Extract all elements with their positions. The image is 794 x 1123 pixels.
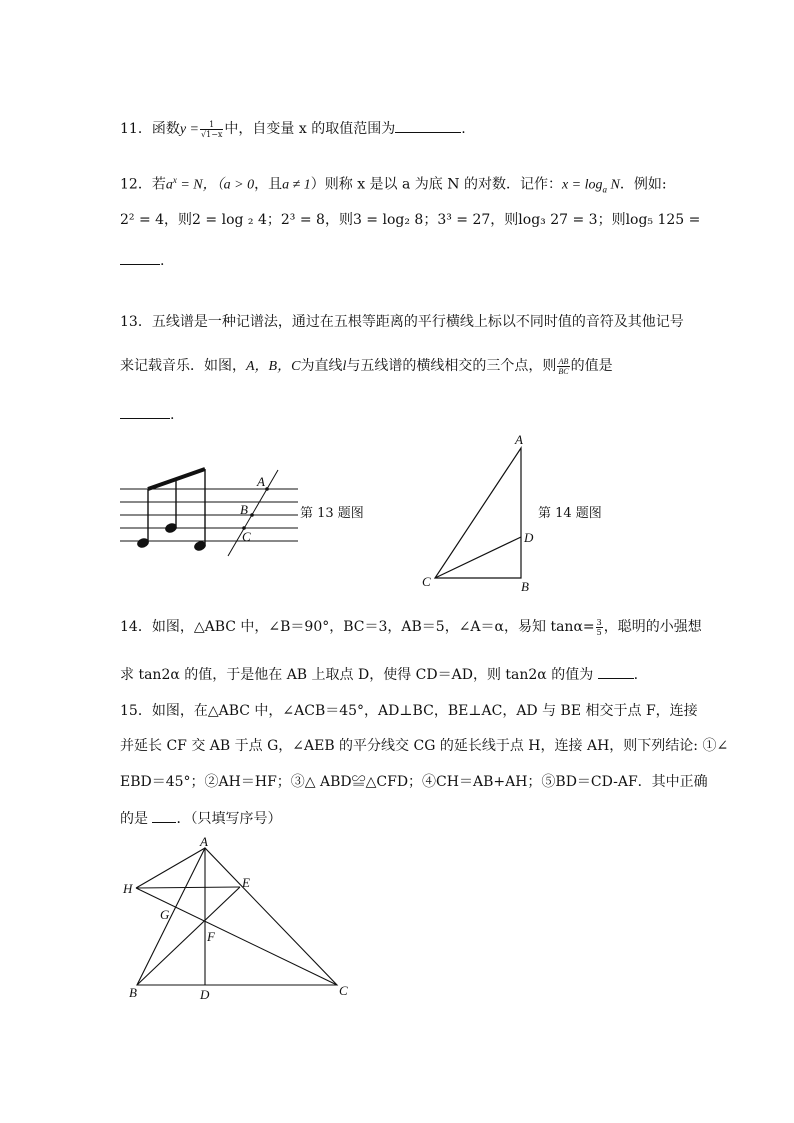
q11-fraction: $\frac{1}{√1-x}$ xyxy=(201,119,223,139)
question-13-line2: 来记载音乐．如图，A，B，C为直线l与五线谱的横线相交的三个点，则 $\frac{AB}{BC}$ 的值是 xyxy=(120,356,613,376)
q15-answer-blank[interactable] xyxy=(152,808,176,823)
question-12-line3: . xyxy=(120,250,164,271)
label-A: A xyxy=(200,835,208,849)
figure-15-triangle xyxy=(115,835,365,1005)
point-A-dot xyxy=(265,487,269,491)
label-A: A xyxy=(257,474,265,489)
q14-answer-blank[interactable] xyxy=(598,664,634,679)
line-l xyxy=(228,470,278,556)
question-13-line3: . xyxy=(120,404,174,425)
label-E: E xyxy=(242,875,250,890)
label-B: B xyxy=(521,579,529,594)
label-B: B xyxy=(129,985,137,1000)
segment-HE xyxy=(136,887,240,888)
question-14-line1: 14．如图，△ABC 中，∠B＝90°，BC＝3，AB＝5，∠A＝α，易知 tanα= $\frac{3}{5}$ ，聪明的小强想 xyxy=(120,617,702,637)
label-A: A xyxy=(515,432,523,447)
q11-number: 11． xyxy=(120,121,152,137)
figure-13-staff xyxy=(110,460,380,560)
label-C: C xyxy=(339,983,348,998)
question-15-line2: 并延长 CF 交 AB 于点 G，∠AEB 的平分线交 CG 的延长线于点 H，连接 AH，则下列结论: ①∠ xyxy=(120,738,729,754)
segment-HC xyxy=(136,888,337,985)
label-G: G xyxy=(160,907,170,922)
question-15-line4: 的是 ．（只填写序号） xyxy=(120,808,281,829)
figure-13-caption: 第 13 题图 xyxy=(300,506,364,521)
label-D: D xyxy=(524,530,534,545)
question-13-line1: 13．五线谱是一种记谱法，通过在五根等距离的平行横线上标以不同时值的音符及其他记号 xyxy=(120,314,684,330)
q11-after: 中，自变量 x 的取值范围为 xyxy=(224,121,396,137)
q11-before: 函数 xyxy=(151,121,180,137)
q13-fraction: $\frac{AB}{BC}$ xyxy=(558,356,569,376)
label-C: C xyxy=(242,529,251,544)
triangle-ABC xyxy=(435,448,521,578)
q11-answer-blank[interactable] xyxy=(395,118,461,133)
q11-y: y = xyxy=(179,122,199,137)
point-B-dot xyxy=(250,513,254,517)
q14-fraction: $\frac{3}{5}$ xyxy=(596,617,602,637)
question-14-line2: 求 tan2α 的值，于是他在 AB 上取点 D，使得 CD＝AD，则 tan2α 的值为 . xyxy=(120,664,638,685)
question-15-line3: EBD＝45°；②AH＝HF；③△ ABD≌△CFD；④CH＝AB+AH；⑤BD＝CD-AF．其中正确 xyxy=(120,774,708,790)
q13-answer-blank[interactable] xyxy=(120,404,170,419)
question-11: 11．函数y = $\frac{1}{√1-x}$ 中，自变量 x 的取值范围为 . xyxy=(120,119,466,139)
question-12-line2: 2² = 4，则2 = log ₂ 4；2³ = 8，则3 = log₂ 8；3³ = 27，则log₃ 27 = 3；则log₅ 125 = xyxy=(120,212,701,228)
figure-14-caption: 第 14 题图 xyxy=(538,506,602,521)
figure-14-triangle xyxy=(410,430,620,595)
question-15-line1: 15．如图，在△ABC 中，∠ACB＝45°，AD⊥BC，BE⊥AC，AD 与 BE 相交于点 F，连接 xyxy=(120,703,698,719)
label-F: F xyxy=(207,929,215,944)
q12-answer-blank[interactable] xyxy=(120,250,160,265)
label-H: H xyxy=(123,881,133,896)
label-C: C xyxy=(422,574,431,589)
segment-BE xyxy=(137,887,240,985)
label-D: D xyxy=(200,987,210,1002)
question-12-line1: 12．若$a^x = N$，（a > 0，且a ≠ 1）则称 x 是以 a 为底 N 的对数．记作：$x = \log_a N$．例如: xyxy=(120,175,667,195)
label-B: B xyxy=(240,502,248,517)
